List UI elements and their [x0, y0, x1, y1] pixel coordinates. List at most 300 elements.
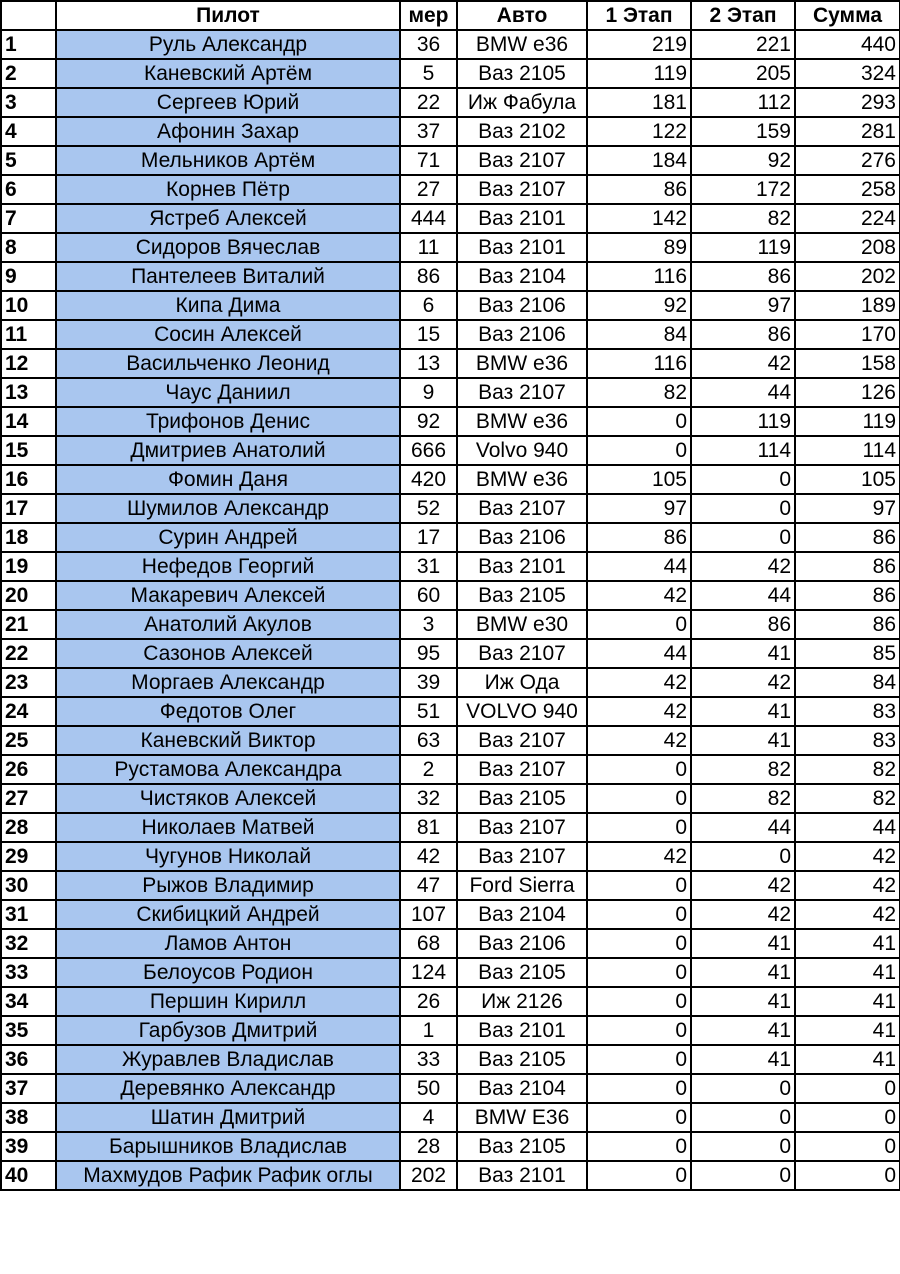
- rank-cell: 24: [1, 697, 56, 726]
- car-cell: Ваз 2107: [457, 378, 587, 407]
- header-stage1: 1 Этап: [587, 1, 691, 30]
- car-cell: BMW e36: [457, 407, 587, 436]
- car-cell: Ваз 2104: [457, 1074, 587, 1103]
- pilot-cell: Сидоров Вячеслав: [56, 233, 400, 262]
- stage2-cell: 42: [691, 552, 795, 581]
- number-cell: 11: [400, 233, 457, 262]
- rank-cell: 15: [1, 436, 56, 465]
- number-cell: 3: [400, 610, 457, 639]
- stage1-cell: 0: [587, 1074, 691, 1103]
- car-cell: Ваз 2107: [457, 175, 587, 204]
- total-cell: 97: [795, 494, 900, 523]
- car-cell: Ваз 2106: [457, 291, 587, 320]
- total-cell: 324: [795, 59, 900, 88]
- number-cell: 95: [400, 639, 457, 668]
- pilot-cell: Скибицкий Андрей: [56, 900, 400, 929]
- rank-cell: 3: [1, 88, 56, 117]
- total-cell: 0: [795, 1074, 900, 1103]
- total-cell: 41: [795, 987, 900, 1016]
- total-cell: 170: [795, 320, 900, 349]
- pilot-cell: Каневский Виктор: [56, 726, 400, 755]
- car-cell: Ваз 2107: [457, 813, 587, 842]
- stage1-cell: 86: [587, 523, 691, 552]
- header-row: [1, 1, 900, 30]
- car-cell: Ваз 2101: [457, 1016, 587, 1045]
- total-cell: 158: [795, 349, 900, 378]
- number-cell: 42: [400, 842, 457, 871]
- stage1-cell: 0: [587, 871, 691, 900]
- number-cell: 39: [400, 668, 457, 697]
- stage1-cell: 82: [587, 378, 691, 407]
- stage2-cell: 0: [691, 1103, 795, 1132]
- stage1-cell: 116: [587, 262, 691, 291]
- total-cell: 44: [795, 813, 900, 842]
- number-cell: 60: [400, 581, 457, 610]
- car-cell: Ваз 2102: [457, 117, 587, 146]
- table-row: [1, 117, 900, 146]
- rank-cell: 29: [1, 842, 56, 871]
- pilot-cell: Корнев Пётр: [56, 175, 400, 204]
- total-cell: 41: [795, 958, 900, 987]
- total-cell: 276: [795, 146, 900, 175]
- stage2-cell: 221: [691, 30, 795, 59]
- table-row: [1, 349, 900, 378]
- stage1-cell: 42: [587, 668, 691, 697]
- car-cell: Volvo 940: [457, 436, 587, 465]
- car-cell: Ваз 2106: [457, 320, 587, 349]
- pilot-cell: Рустамова Александра: [56, 755, 400, 784]
- number-cell: 63: [400, 726, 457, 755]
- rank-cell: 21: [1, 610, 56, 639]
- table-row: [1, 726, 900, 755]
- pilot-cell: Сосин Алексей: [56, 320, 400, 349]
- car-cell: Ваз 2101: [457, 1161, 587, 1190]
- table-row: [1, 1045, 900, 1074]
- total-cell: 189: [795, 291, 900, 320]
- number-cell: 47: [400, 871, 457, 900]
- stage1-cell: 42: [587, 842, 691, 871]
- stage2-cell: 119: [691, 407, 795, 436]
- stage2-cell: 41: [691, 1045, 795, 1074]
- total-cell: 114: [795, 436, 900, 465]
- rank-cell: 10: [1, 291, 56, 320]
- rank-cell: 35: [1, 1016, 56, 1045]
- pilot-cell: Сергеев Юрий: [56, 88, 400, 117]
- stage1-cell: 0: [587, 987, 691, 1016]
- pilot-cell: Анатолий Акулов: [56, 610, 400, 639]
- total-cell: 224: [795, 204, 900, 233]
- number-cell: 81: [400, 813, 457, 842]
- pilot-cell: Гарбузов Дмитрий: [56, 1016, 400, 1045]
- header-number: мер: [400, 1, 457, 30]
- number-cell: 33: [400, 1045, 457, 1074]
- pilot-cell: Шумилов Александр: [56, 494, 400, 523]
- stage2-cell: 97: [691, 291, 795, 320]
- stage1-cell: 181: [587, 88, 691, 117]
- stage1-cell: 42: [587, 726, 691, 755]
- stage2-cell: 0: [691, 842, 795, 871]
- stage2-cell: 119: [691, 233, 795, 262]
- rank-cell: 4: [1, 117, 56, 146]
- stage2-cell: 205: [691, 59, 795, 88]
- total-cell: 86: [795, 523, 900, 552]
- car-cell: BMW e36: [457, 349, 587, 378]
- car-cell: Ваз 2107: [457, 842, 587, 871]
- rank-cell: 26: [1, 755, 56, 784]
- car-cell: Ваз 2107: [457, 494, 587, 523]
- stage2-cell: 86: [691, 610, 795, 639]
- table-row: [1, 523, 900, 552]
- number-cell: 32: [400, 784, 457, 813]
- car-cell: Иж Фабула: [457, 88, 587, 117]
- stage1-cell: 0: [587, 610, 691, 639]
- stage1-cell: 0: [587, 1161, 691, 1190]
- car-cell: Ваз 2105: [457, 784, 587, 813]
- number-cell: 26: [400, 987, 457, 1016]
- car-cell: Ваз 2105: [457, 59, 587, 88]
- stage2-cell: 42: [691, 349, 795, 378]
- stage2-cell: 82: [691, 204, 795, 233]
- stage2-cell: 86: [691, 320, 795, 349]
- table-row: [1, 465, 900, 494]
- car-cell: Ваз 2106: [457, 523, 587, 552]
- car-cell: Ваз 2105: [457, 1045, 587, 1074]
- table-row: [1, 407, 900, 436]
- stage2-cell: 42: [691, 900, 795, 929]
- total-cell: 0: [795, 1132, 900, 1161]
- number-cell: 107: [400, 900, 457, 929]
- total-cell: 42: [795, 842, 900, 871]
- pilot-cell: Федотов Олег: [56, 697, 400, 726]
- rank-cell: 13: [1, 378, 56, 407]
- table-row: [1, 668, 900, 697]
- total-cell: 208: [795, 233, 900, 262]
- total-cell: 119: [795, 407, 900, 436]
- stage1-cell: 97: [587, 494, 691, 523]
- total-cell: 86: [795, 581, 900, 610]
- total-cell: 86: [795, 610, 900, 639]
- stage2-cell: 114: [691, 436, 795, 465]
- number-cell: 51: [400, 697, 457, 726]
- number-cell: 31: [400, 552, 457, 581]
- rank-cell: 1: [1, 30, 56, 59]
- table-row: [1, 291, 900, 320]
- car-cell: BMW e36: [457, 465, 587, 494]
- car-cell: Ваз 2105: [457, 958, 587, 987]
- stage2-cell: 112: [691, 88, 795, 117]
- stage2-cell: 92: [691, 146, 795, 175]
- rank-cell: 18: [1, 523, 56, 552]
- stage1-cell: 0: [587, 436, 691, 465]
- total-cell: 105: [795, 465, 900, 494]
- stage1-cell: 0: [587, 958, 691, 987]
- stage2-cell: 0: [691, 523, 795, 552]
- table-row: [1, 436, 900, 465]
- table-row: [1, 755, 900, 784]
- table-row: [1, 784, 900, 813]
- stage1-cell: 122: [587, 117, 691, 146]
- rank-cell: 32: [1, 929, 56, 958]
- total-cell: 42: [795, 871, 900, 900]
- total-cell: 85: [795, 639, 900, 668]
- total-cell: 202: [795, 262, 900, 291]
- car-cell: Иж 2126: [457, 987, 587, 1016]
- car-cell: VOLVO 940: [457, 697, 587, 726]
- pilot-cell: Деревянко Александр: [56, 1074, 400, 1103]
- total-cell: 82: [795, 784, 900, 813]
- table-row: [1, 378, 900, 407]
- stage1-cell: 116: [587, 349, 691, 378]
- number-cell: 666: [400, 436, 457, 465]
- car-cell: Иж Ода: [457, 668, 587, 697]
- total-cell: 41: [795, 929, 900, 958]
- table-row: [1, 639, 900, 668]
- car-cell: Ваз 2104: [457, 262, 587, 291]
- table-row: [1, 929, 900, 958]
- table-row: [1, 30, 900, 59]
- rank-cell: 25: [1, 726, 56, 755]
- stage2-cell: 0: [691, 1161, 795, 1190]
- table-body: [1, 30, 900, 1190]
- pilot-cell: Руль Александр: [56, 30, 400, 59]
- rank-cell: 34: [1, 987, 56, 1016]
- table-row: [1, 958, 900, 987]
- rank-cell: 27: [1, 784, 56, 813]
- rank-cell: 12: [1, 349, 56, 378]
- stage2-cell: 0: [691, 465, 795, 494]
- rank-cell: 9: [1, 262, 56, 291]
- stage1-cell: 0: [587, 929, 691, 958]
- stage2-cell: 44: [691, 581, 795, 610]
- car-cell: Ваз 2107: [457, 755, 587, 784]
- number-cell: 124: [400, 958, 457, 987]
- stage2-cell: 41: [691, 1016, 795, 1045]
- total-cell: 82: [795, 755, 900, 784]
- pilot-cell: Чаус Даниил: [56, 378, 400, 407]
- stage1-cell: 0: [587, 1132, 691, 1161]
- rank-cell: 30: [1, 871, 56, 900]
- stage1-cell: 44: [587, 552, 691, 581]
- total-cell: 83: [795, 726, 900, 755]
- pilot-cell: Дмитриев Анатолий: [56, 436, 400, 465]
- stage2-cell: 82: [691, 784, 795, 813]
- rank-cell: 14: [1, 407, 56, 436]
- stage1-cell: 89: [587, 233, 691, 262]
- table-row: [1, 813, 900, 842]
- pilot-cell: Моргаев Александр: [56, 668, 400, 697]
- stage1-cell: 92: [587, 291, 691, 320]
- stage2-cell: 0: [691, 1074, 795, 1103]
- number-cell: 2: [400, 755, 457, 784]
- rank-cell: 40: [1, 1161, 56, 1190]
- number-cell: 6: [400, 291, 457, 320]
- rank-cell: 11: [1, 320, 56, 349]
- number-cell: 13: [400, 349, 457, 378]
- stage1-cell: 184: [587, 146, 691, 175]
- table-row: [1, 1016, 900, 1045]
- number-cell: 22: [400, 88, 457, 117]
- table-row: [1, 581, 900, 610]
- pilot-cell: Каневский Артём: [56, 59, 400, 88]
- rank-cell: 28: [1, 813, 56, 842]
- rank-cell: 33: [1, 958, 56, 987]
- rank-cell: 17: [1, 494, 56, 523]
- number-cell: 36: [400, 30, 457, 59]
- stage2-cell: 41: [691, 958, 795, 987]
- table-row: [1, 233, 900, 262]
- pilot-cell: Мельников Артём: [56, 146, 400, 175]
- stage1-cell: 84: [587, 320, 691, 349]
- stage1-cell: 0: [587, 1103, 691, 1132]
- number-cell: 52: [400, 494, 457, 523]
- table-row: [1, 871, 900, 900]
- stage1-cell: 219: [587, 30, 691, 59]
- stage2-cell: 41: [691, 987, 795, 1016]
- car-cell: BMW E36: [457, 1103, 587, 1132]
- pilot-cell: Пантелеев Виталий: [56, 262, 400, 291]
- table-row: [1, 204, 900, 233]
- stage2-cell: 42: [691, 871, 795, 900]
- rank-cell: 2: [1, 59, 56, 88]
- pilot-cell: Шатин Дмитрий: [56, 1103, 400, 1132]
- total-cell: 0: [795, 1161, 900, 1190]
- number-cell: 71: [400, 146, 457, 175]
- car-cell: Ваз 2101: [457, 552, 587, 581]
- total-cell: 86: [795, 552, 900, 581]
- car-cell: Ваз 2106: [457, 929, 587, 958]
- stage2-cell: 82: [691, 755, 795, 784]
- stage1-cell: 0: [587, 900, 691, 929]
- pilot-cell: Барышников Владислав: [56, 1132, 400, 1161]
- table-row: [1, 1161, 900, 1190]
- pilot-cell: Кипа Дима: [56, 291, 400, 320]
- stage1-cell: 0: [587, 1045, 691, 1074]
- header-rank: [1, 1, 56, 30]
- rank-cell: 19: [1, 552, 56, 581]
- rank-cell: 38: [1, 1103, 56, 1132]
- number-cell: 17: [400, 523, 457, 552]
- stage2-cell: 172: [691, 175, 795, 204]
- stage1-cell: 42: [587, 581, 691, 610]
- number-cell: 15: [400, 320, 457, 349]
- table-row: [1, 900, 900, 929]
- car-cell: Ваз 2107: [457, 639, 587, 668]
- car-cell: BMW e30: [457, 610, 587, 639]
- pilot-cell: Трифонов Денис: [56, 407, 400, 436]
- number-cell: 50: [400, 1074, 457, 1103]
- stage2-cell: 86: [691, 262, 795, 291]
- table-header: [1, 1, 900, 30]
- table-row: [1, 1132, 900, 1161]
- pilot-cell: Фомин Даня: [56, 465, 400, 494]
- pilot-cell: Ястреб Алексей: [56, 204, 400, 233]
- pilot-cell: Ламов Антон: [56, 929, 400, 958]
- header-car: Авто: [457, 1, 587, 30]
- car-cell: Ваз 2105: [457, 1132, 587, 1161]
- rank-cell: 37: [1, 1074, 56, 1103]
- rank-cell: 31: [1, 900, 56, 929]
- pilot-cell: Васильченко Леонид: [56, 349, 400, 378]
- pilot-cell: Сурин Андрей: [56, 523, 400, 552]
- number-cell: 68: [400, 929, 457, 958]
- stage2-cell: 44: [691, 378, 795, 407]
- stage1-cell: 0: [587, 407, 691, 436]
- pilot-cell: Журавлев Владислав: [56, 1045, 400, 1074]
- stage2-cell: 44: [691, 813, 795, 842]
- car-cell: BMW e36: [457, 30, 587, 59]
- total-cell: 41: [795, 1016, 900, 1045]
- header-total: Сумма: [795, 1, 900, 30]
- table-row: [1, 1074, 900, 1103]
- table-row: [1, 842, 900, 871]
- rank-cell: 39: [1, 1132, 56, 1161]
- total-cell: 84: [795, 668, 900, 697]
- stage2-cell: 41: [691, 697, 795, 726]
- rank-cell: 6: [1, 175, 56, 204]
- rank-cell: 16: [1, 465, 56, 494]
- number-cell: 37: [400, 117, 457, 146]
- car-cell: Ваз 2101: [457, 204, 587, 233]
- pilot-cell: Нефедов Георгий: [56, 552, 400, 581]
- car-cell: Ford Sierra: [457, 871, 587, 900]
- stage1-cell: 0: [587, 813, 691, 842]
- number-cell: 420: [400, 465, 457, 494]
- table-row: [1, 987, 900, 1016]
- total-cell: 440: [795, 30, 900, 59]
- rank-cell: 23: [1, 668, 56, 697]
- pilot-cell: Чугунов Николай: [56, 842, 400, 871]
- car-cell: Ваз 2107: [457, 146, 587, 175]
- pilot-cell: Афонин Захар: [56, 117, 400, 146]
- stage1-cell: 42: [587, 697, 691, 726]
- table-row: [1, 552, 900, 581]
- number-cell: 92: [400, 407, 457, 436]
- table-row: [1, 59, 900, 88]
- table-row: [1, 610, 900, 639]
- total-cell: 42: [795, 900, 900, 929]
- number-cell: 5: [400, 59, 457, 88]
- stage1-cell: 105: [587, 465, 691, 494]
- total-cell: 126: [795, 378, 900, 407]
- number-cell: 86: [400, 262, 457, 291]
- rank-cell: 5: [1, 146, 56, 175]
- rank-cell: 36: [1, 1045, 56, 1074]
- stage2-cell: 41: [691, 726, 795, 755]
- pilot-cell: Макаревич Алексей: [56, 581, 400, 610]
- header-stage2: 2 Этап: [691, 1, 795, 30]
- pilot-cell: Рыжов Владимир: [56, 871, 400, 900]
- pilot-cell: Белоусов Родион: [56, 958, 400, 987]
- table-row: [1, 320, 900, 349]
- pilot-cell: Сазонов Алексей: [56, 639, 400, 668]
- number-cell: 9: [400, 378, 457, 407]
- stage1-cell: 0: [587, 1016, 691, 1045]
- stage2-cell: 41: [691, 929, 795, 958]
- total-cell: 281: [795, 117, 900, 146]
- pilot-cell: Чистяков Алексей: [56, 784, 400, 813]
- table-row: [1, 494, 900, 523]
- total-cell: 293: [795, 88, 900, 117]
- stage1-cell: 0: [587, 784, 691, 813]
- number-cell: 27: [400, 175, 457, 204]
- stage1-cell: 119: [587, 59, 691, 88]
- number-cell: 444: [400, 204, 457, 233]
- stage2-cell: 0: [691, 494, 795, 523]
- rank-cell: 7: [1, 204, 56, 233]
- stage2-cell: 41: [691, 639, 795, 668]
- number-cell: 202: [400, 1161, 457, 1190]
- rank-cell: 8: [1, 233, 56, 262]
